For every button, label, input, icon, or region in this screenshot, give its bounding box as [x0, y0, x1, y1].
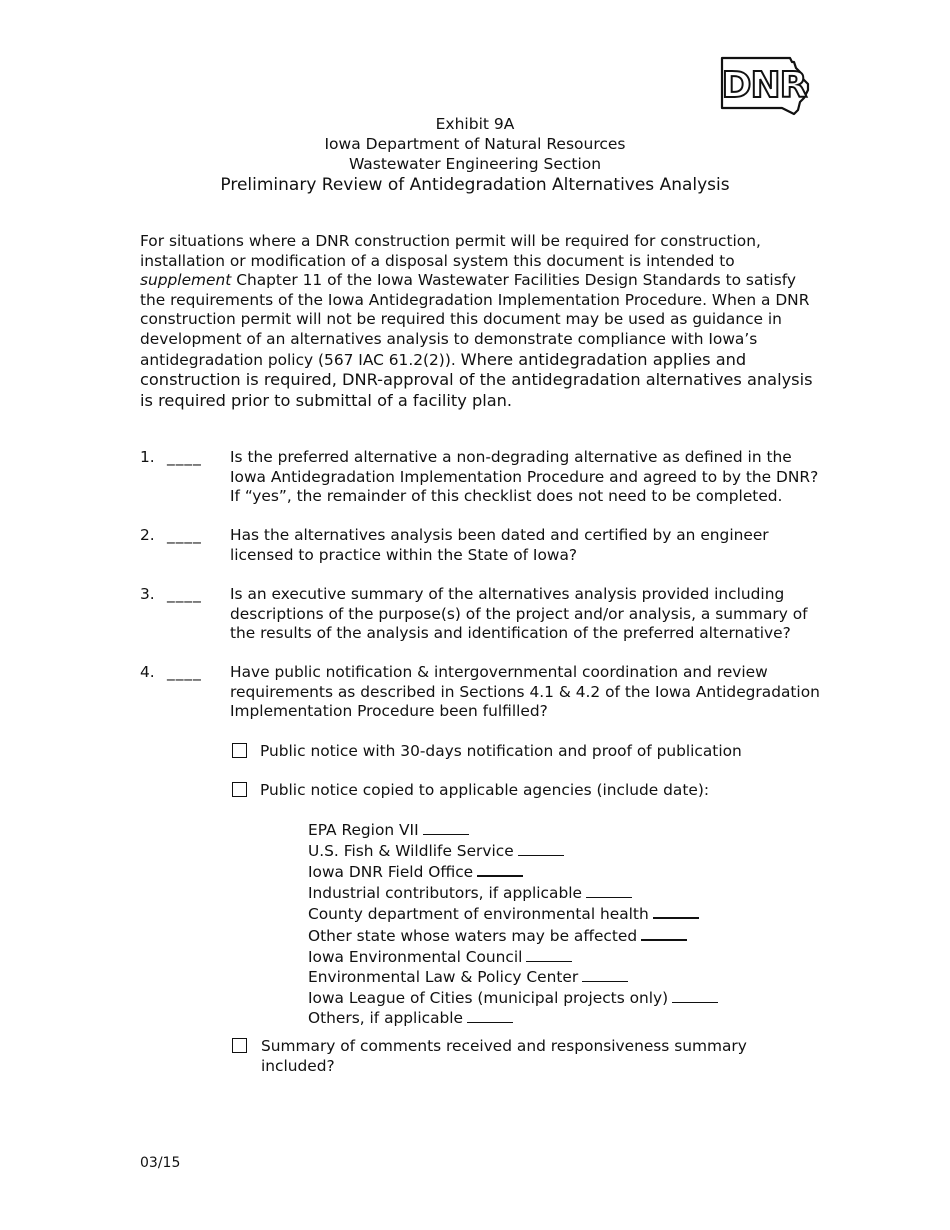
svg-text:DNR: DNR [721, 65, 807, 106]
agency-item [308, 967, 718, 988]
agency-item [308, 1008, 718, 1029]
agency-item [308, 820, 718, 841]
agency-item [308, 925, 718, 947]
agency-label: Industrial contributors, if applicable [308, 883, 582, 902]
agency-label: U.S. Fish & Wildlife Service [308, 841, 514, 860]
agency-label: Iowa DNR Field Office [308, 863, 474, 882]
intro-paragraph [140, 232, 820, 411]
intro-emphasis: supplement [140, 271, 232, 290]
agency-item [308, 947, 718, 968]
question-text: Have public notification & intergovernmental coordination and review requirements as described in Sections 4.1 & 4.2 of the Iowa Antidegradation Implementation Procedure been fulfilled? [230, 663, 820, 721]
date-blank[interactable] [672, 988, 718, 1003]
date-blank[interactable] [526, 947, 572, 962]
checkbox[interactable] [232, 1038, 247, 1053]
intro-part-3: Where antidegradation applies and construction is required, DNR-approval of the antidegradation alternatives analysis is required prior to submittal of a facility plan. [140, 349, 813, 410]
dnr-logo [716, 54, 812, 118]
question-text: Is an executive summary of the alternatives analysis provided including descriptions of the purpose(s) of the project and/or analysis, a summary of the results of the analysis and identification of the preferred alternative? [230, 585, 808, 643]
agency-item [308, 903, 718, 925]
checkbox[interactable] [232, 743, 247, 758]
agency-label: Iowa League of Cities (municipal projects only) [308, 988, 669, 1007]
agency-label: Others, if applicable [308, 1009, 464, 1028]
revision-date: 03/15 [140, 1155, 181, 1171]
question-number: 1. [140, 448, 155, 466]
question-text: Is the preferred alternative a non-degrading alternative as defined in the Iowa Antidegradation Implementation Procedure and agreed to by the DNR? If “yes”, the remainder of this checklist does not need to be completed. [230, 448, 819, 506]
question-text: Has the alternatives analysis been dated and certified by an engineer licensed to practice within the State of Iowa? [230, 526, 769, 564]
question-number: 2. [140, 526, 155, 544]
agency-label: County department of environmental health [308, 905, 649, 924]
agency-item [308, 861, 718, 883]
date-blank[interactable] [423, 820, 469, 835]
agency-label: Environmental Law & Policy Center [308, 968, 579, 987]
page-title: Preliminary Review of Antidegradation Alternatives Analysis [220, 175, 730, 195]
date-blank[interactable] [586, 883, 632, 898]
exhibit-label: Exhibit 9A [435, 115, 515, 133]
answer-blank[interactable]: ____ [167, 585, 202, 603]
checkbox-label: Public notice with 30-days notification and proof of publication [260, 742, 742, 760]
date-blank[interactable] [641, 925, 687, 941]
agency-label: Iowa Environmental Council [308, 947, 523, 966]
section-name: Wastewater Engineering Section [348, 155, 602, 173]
agency-item [308, 841, 718, 862]
intro-part-2: Chapter 11 of the Iowa Wastewater Facilities Design Standards to satisfy the requirements of the Iowa Antidegradation Implementation Procedure. When a DNR construction permit will not be required this document may be used as guidance in development of an alternatives analysis to demonstrate compliance with Iowa’s antidegradation policy (567 IAC 61.2(2)). [140, 271, 810, 369]
checkbox[interactable] [232, 782, 247, 797]
date-blank[interactable] [582, 967, 628, 982]
dnr-logo-graphic [716, 54, 812, 118]
document-header [0, 114, 950, 196]
agency-list [308, 820, 718, 1029]
agency-item [308, 883, 718, 904]
question-number: 4. [140, 663, 155, 681]
question-number: 3. [140, 585, 155, 603]
agency-item [308, 988, 718, 1009]
checkbox-label: Public notice copied to applicable agencies (include date): [260, 781, 710, 799]
date-blank[interactable] [477, 861, 523, 877]
intro-part-1: For situations where a DNR construction permit will be required for construction, installation or modification of a disposal system this document is intended to [140, 232, 761, 270]
checkbox-label: Summary of comments received and responsiveness summary included? [261, 1037, 747, 1075]
date-blank[interactable] [467, 1008, 513, 1023]
answer-blank[interactable]: ____ [167, 526, 202, 544]
department-name: Iowa Department of Natural Resources [324, 135, 626, 153]
agency-label: Other state whose waters may be affected [308, 926, 638, 945]
answer-blank[interactable]: ____ [167, 663, 202, 681]
answer-blank[interactable]: ____ [167, 448, 202, 466]
date-blank[interactable] [518, 841, 564, 856]
date-blank[interactable] [653, 903, 699, 919]
agency-label: EPA Region VII [308, 821, 419, 839]
